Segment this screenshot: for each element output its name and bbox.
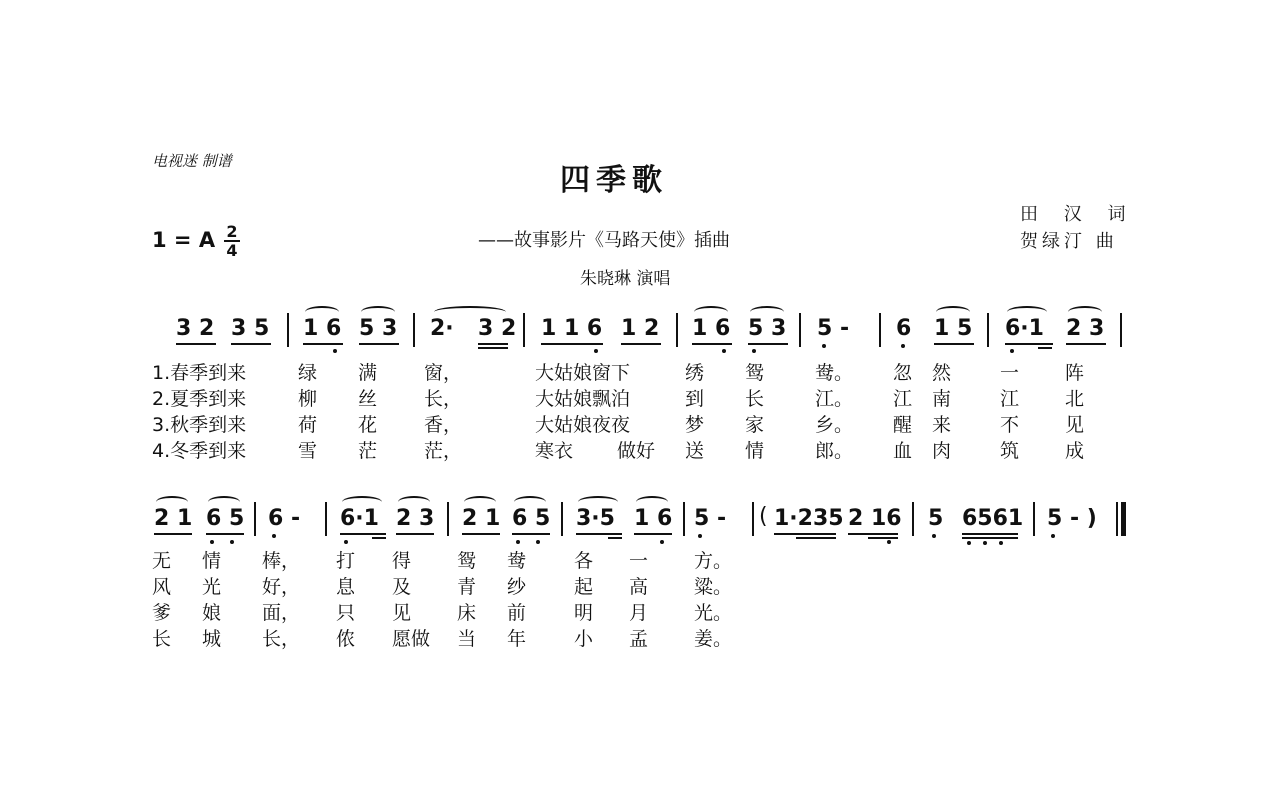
- barline: [1120, 313, 1122, 347]
- eighth-beam: [512, 533, 550, 535]
- sixteenth-beam: [608, 537, 622, 539]
- barline: [523, 313, 525, 347]
- note-group: 6: [896, 316, 912, 341]
- lyric-syllable: 打: [336, 550, 356, 572]
- lyric-syllable: 寒衣: [535, 440, 574, 462]
- lyric-syllable: 见: [392, 602, 412, 624]
- lyric-syllable: 愿做: [392, 628, 431, 650]
- note-group: 2 1: [462, 506, 501, 531]
- eighth-beam: [541, 343, 603, 345]
- eighth-beam: [576, 533, 622, 535]
- time-signature-top: 2: [226, 222, 238, 241]
- lyric-syllable: 大姑娘夜夜: [535, 414, 631, 436]
- barline: [683, 502, 685, 536]
- lyric-syllable: 情: [745, 440, 765, 462]
- lyric-syllable: 荷: [298, 414, 318, 436]
- low-octave-dot: [901, 344, 905, 348]
- sixteenth-beam: [796, 537, 836, 539]
- barline: [1033, 502, 1035, 536]
- note-group: 1 6: [303, 316, 342, 341]
- lyric-syllable: 长，: [424, 388, 463, 410]
- slur-mark: [342, 496, 382, 508]
- eighth-beam: [340, 533, 386, 535]
- lyric-syllable: 不: [1000, 414, 1020, 436]
- low-octave-dot: [983, 541, 987, 545]
- note-group: 1 6: [692, 316, 731, 341]
- slur-mark: [361, 306, 395, 318]
- lyric-syllable: 血: [893, 440, 913, 462]
- composer-credit: 贺绿汀 曲: [1020, 231, 1118, 252]
- lyric-syllable: 鸯。: [815, 362, 854, 384]
- lyric-syllable: 丝: [358, 388, 378, 410]
- lyric-syllable: 柳: [298, 388, 318, 410]
- slur-mark: [578, 496, 618, 508]
- final-barline-thick: [1121, 502, 1126, 536]
- eighth-beam: [748, 343, 788, 345]
- lyric-syllable: 江。: [815, 388, 854, 410]
- lyric-syllable: 床: [457, 602, 477, 624]
- barline: [799, 313, 801, 347]
- lyric-syllable: 送: [685, 440, 705, 462]
- lyric-syllable: 香，: [424, 414, 463, 436]
- eighth-beam: [154, 533, 192, 535]
- note-group: 2 3: [396, 506, 435, 531]
- slur-mark: [1007, 306, 1047, 318]
- lyric-syllable: 绿: [298, 362, 318, 384]
- low-octave-dot: [272, 534, 276, 538]
- slur-mark: [464, 496, 496, 508]
- lyric-syllable: 风: [152, 576, 172, 598]
- song-subtitle: ——故事影片《马路天使》插曲: [478, 230, 730, 251]
- barline: [912, 502, 914, 536]
- lyric-syllable: 郎。: [815, 440, 854, 462]
- barline: [879, 313, 881, 347]
- eighth-beam: [396, 533, 434, 535]
- eighth-beam: [462, 533, 500, 535]
- lyric-syllable: 忽: [893, 362, 913, 384]
- low-octave-dot: [344, 540, 348, 544]
- paren-open: (: [759, 504, 768, 529]
- slur-mark: [305, 306, 339, 318]
- slur-mark: [694, 306, 728, 318]
- lyric-syllable: 高: [629, 576, 649, 598]
- low-octave-dot: [1051, 534, 1055, 538]
- lyric-syllable: 姜。: [694, 628, 733, 650]
- eighth-beam: [934, 343, 974, 345]
- lyric-syllable: 息: [336, 576, 356, 598]
- lyric-syllable: 得: [392, 550, 412, 572]
- lyric-syllable: 大姑娘飘泊: [535, 388, 631, 410]
- slur-mark: [936, 306, 970, 318]
- slur-mark: [434, 306, 506, 318]
- lyric-syllable: 3.秋季到来: [152, 414, 247, 436]
- note-group: 1 1 6: [541, 316, 603, 341]
- note-group: 3·5: [576, 506, 615, 531]
- lyric-syllable: 前: [507, 602, 527, 624]
- lyric-syllable: 筑: [1000, 440, 1020, 462]
- eighth-beam: [176, 343, 216, 345]
- lyric-syllable: 长: [745, 388, 765, 410]
- note-group: 6·1: [1005, 316, 1044, 341]
- low-octave-dot: [210, 540, 214, 544]
- lyric-syllable: 小: [574, 628, 594, 650]
- note-group: 6 5: [512, 506, 551, 531]
- lyric-syllable: 肉: [932, 440, 952, 462]
- slur-mark: [750, 306, 784, 318]
- note-group: 1·235: [774, 506, 844, 531]
- lyric-syllable: 各: [574, 550, 594, 572]
- note-group: 3 5: [231, 316, 270, 341]
- barline: [413, 313, 415, 347]
- note-group: 6 -: [268, 506, 301, 531]
- low-octave-dot: [887, 540, 891, 544]
- eighth-beam: [692, 343, 732, 345]
- lyric-syllable: 南: [932, 388, 952, 410]
- lyric-syllable: 侬: [336, 628, 356, 650]
- lyric-syllable: 4.冬季到来: [152, 440, 247, 462]
- lyric-syllable: 江: [1000, 388, 1020, 410]
- final-barline-thin: [1116, 502, 1118, 536]
- eighth-beam: [478, 343, 508, 345]
- lyric-syllable: 月: [629, 602, 649, 624]
- lyric-syllable: 青: [457, 576, 477, 598]
- barline: [254, 502, 256, 536]
- time-signature: [224, 224, 240, 258]
- lyric-syllable: 乡。: [815, 414, 854, 436]
- lyric-syllable: 只: [336, 602, 356, 624]
- lyric-syllable: 茫，: [424, 440, 463, 462]
- note-group: 2 3: [1066, 316, 1105, 341]
- lyric-syllable: 娘: [202, 602, 222, 624]
- lyric-syllable: 做好: [617, 440, 656, 462]
- slur-mark: [1068, 306, 1102, 318]
- barline: [987, 313, 989, 347]
- lyric-syllable: 2.夏季到来: [152, 388, 247, 410]
- lyric-syllable: 年: [507, 628, 527, 650]
- note-group: 1 5: [934, 316, 973, 341]
- eighth-beam: [621, 343, 661, 345]
- arranger-credit: 电视迷 制谱: [152, 152, 232, 170]
- sixteenth-beam: [478, 347, 508, 349]
- low-octave-dot: [932, 534, 936, 538]
- note-group: 5 3: [748, 316, 787, 341]
- lyric-syllable: 江: [893, 388, 913, 410]
- time-signature-bottom: 4: [226, 241, 238, 260]
- low-octave-dot: [333, 349, 337, 353]
- lyric-syllable: 纱: [507, 576, 527, 598]
- lyric-syllable: 花: [358, 414, 378, 436]
- lyric-syllable: 当: [457, 628, 477, 650]
- low-octave-dot: [698, 534, 702, 538]
- lyric-syllable: 鸳: [745, 362, 765, 384]
- note-group: 5: [928, 506, 944, 531]
- low-octave-dot: [536, 540, 540, 544]
- lyric-syllable: 梦: [685, 414, 705, 436]
- low-octave-dot: [822, 344, 826, 348]
- eighth-beam: [634, 533, 672, 535]
- song-title: 四季歌: [560, 163, 668, 198]
- lyric-syllable: 一: [629, 550, 649, 572]
- lyric-syllable: 方。: [694, 550, 733, 572]
- sixteenth-beam: [962, 537, 1018, 539]
- low-octave-dot: [516, 540, 520, 544]
- lyricist-credit: 田 汉 词: [1020, 204, 1136, 225]
- lyric-syllable: 窗，: [424, 362, 463, 384]
- slur-mark: [636, 496, 668, 508]
- barline: [752, 502, 754, 536]
- eighth-beam: [1005, 343, 1053, 345]
- lyric-syllable: 爹: [152, 602, 172, 624]
- note-group: 5 -: [694, 506, 727, 531]
- note-group: 2 1: [154, 506, 193, 531]
- lyric-syllable: 长: [152, 628, 172, 650]
- barline: [325, 502, 327, 536]
- low-octave-dot: [1010, 349, 1014, 353]
- lyric-syllable: 大姑娘窗下: [535, 362, 631, 384]
- note-group: 3 2: [478, 316, 517, 341]
- note-group: 1 2: [621, 316, 660, 341]
- note-group: 5 - ): [1047, 506, 1097, 531]
- note-group: 2·: [430, 316, 454, 341]
- lyric-syllable: 粱。: [694, 576, 733, 598]
- lyric-syllable: 起: [574, 576, 594, 598]
- lyric-syllable: 城: [202, 628, 222, 650]
- lyric-syllable: 光。: [694, 602, 733, 624]
- note-group: 5 3: [359, 316, 398, 341]
- note-group: 5 -: [817, 316, 850, 341]
- lyric-syllable: 鸯: [507, 550, 527, 572]
- sixteenth-beam: [868, 537, 898, 539]
- low-octave-dot: [722, 349, 726, 353]
- lyric-syllable: 无: [152, 550, 172, 572]
- lyric-syllable: 成: [1065, 440, 1085, 462]
- eighth-beam: [1066, 343, 1106, 345]
- lyric-syllable: 棒，: [262, 550, 301, 572]
- low-octave-dot: [752, 349, 756, 353]
- eighth-beam: [962, 533, 1018, 535]
- sixteenth-beam: [1038, 347, 1052, 349]
- lyric-syllable: 阵: [1065, 362, 1085, 384]
- lyric-syllable: 家: [745, 414, 765, 436]
- barline: [447, 502, 449, 536]
- note-group: 6 5: [206, 506, 245, 531]
- lyric-syllable: 到: [685, 388, 705, 410]
- eighth-beam: [774, 533, 836, 535]
- low-octave-dot: [594, 349, 598, 353]
- lyric-syllable: 孟: [629, 628, 649, 650]
- lyric-syllable: 好，: [262, 576, 301, 598]
- singer-credit: 朱晓琳 演唱: [580, 269, 671, 289]
- lyric-syllable: 明: [574, 602, 594, 624]
- eighth-beam: [848, 533, 898, 535]
- barline: [287, 313, 289, 347]
- lyric-syllable: 1.春季到来: [152, 362, 247, 384]
- note-group: 6·1: [340, 506, 379, 531]
- note-group: 3 2: [176, 316, 215, 341]
- lyric-syllable: 茫: [358, 440, 378, 462]
- eighth-beam: [303, 343, 343, 345]
- note-group: 1 6: [634, 506, 673, 531]
- lyric-syllable: 然: [932, 362, 952, 384]
- note-group: 2 16: [848, 506, 902, 531]
- low-octave-dot: [999, 541, 1003, 545]
- lyric-syllable: 雪: [298, 440, 318, 462]
- lyric-syllable: 光: [202, 576, 222, 598]
- lyric-syllable: 醒: [893, 414, 913, 436]
- lyric-syllable: 长，: [262, 628, 301, 650]
- lyric-syllable: 鸳: [457, 550, 477, 572]
- lyric-syllable: 满: [358, 362, 378, 384]
- lyric-syllable: 绣: [685, 362, 705, 384]
- lyric-syllable: 面，: [262, 602, 301, 624]
- lyric-syllable: 见: [1065, 414, 1085, 436]
- lyric-syllable: 情: [202, 550, 222, 572]
- low-octave-dot: [660, 540, 664, 544]
- slur-mark: [208, 496, 240, 508]
- lyric-syllable: 来: [932, 414, 952, 436]
- low-octave-dot: [230, 540, 234, 544]
- lyric-syllable: 一: [1000, 362, 1020, 384]
- lyric-syllable: 及: [392, 576, 412, 598]
- lyric-syllable: 北: [1065, 388, 1085, 410]
- eighth-beam: [231, 343, 271, 345]
- eighth-beam: [206, 533, 244, 535]
- barline: [676, 313, 678, 347]
- slur-mark: [156, 496, 188, 508]
- eighth-beam: [359, 343, 399, 345]
- sixteenth-beam: [372, 537, 386, 539]
- low-octave-dot: [967, 541, 971, 545]
- slur-mark: [514, 496, 546, 508]
- barline: [561, 502, 563, 536]
- note-group: 6561: [962, 506, 1024, 531]
- slur-mark: [398, 496, 430, 508]
- key-signature: 1 = A: [152, 228, 216, 252]
